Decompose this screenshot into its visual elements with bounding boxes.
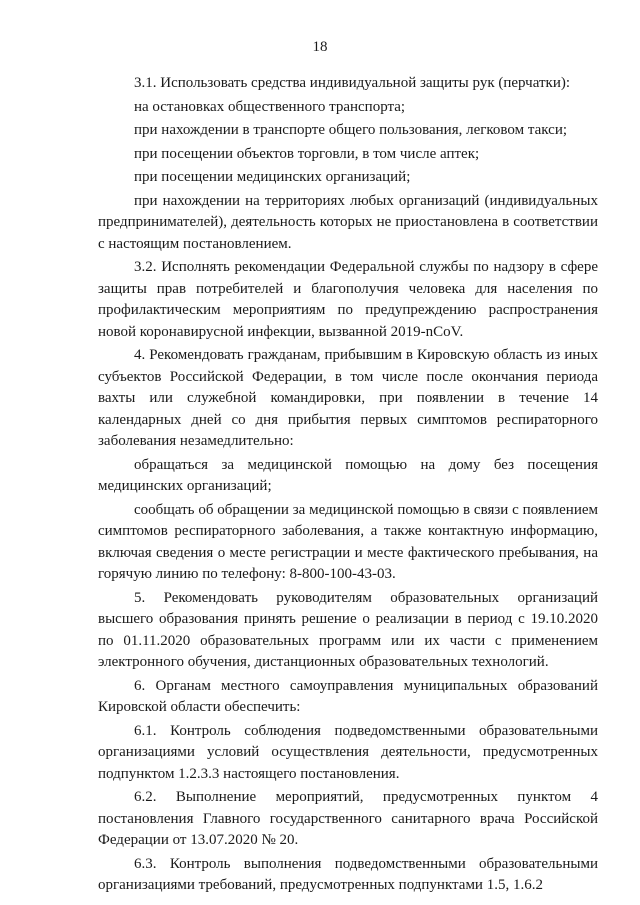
paragraph-3-1: 3.1. Использовать средства индивидуальной защиты рук (перчатки): [134, 75, 571, 91]
document-body [98, 73, 598, 899]
paragraph-3-1-organizations: при нахождении на территориях любых организаций (индивидуальных предпринимателей), деятельность которых не приостановлена в соответствии с настоящим постановлением. [98, 192, 598, 252]
paragraph-3-1-medical: при посещении медицинских организаций; [134, 169, 411, 185]
paragraph-6-1: 6.1. Контроль соблюдения подведомственными образовательными организациями условий осуществления деятельности, предусмотренных подпунктом 1.2.3.3 настоящего постановления. [98, 722, 598, 782]
paragraph-4-home-care: обращаться за медицинской помощью на дому без посещения медицинских организаций; [98, 456, 598, 494]
paragraph-3-1-shops: при посещении объектов торговли, в том числе аптек; [134, 145, 480, 162]
page-number: 18 [312, 39, 328, 55]
paragraph-3-2: 3.2. Исполнять рекомендации Федеральной службы по надзору в сфере защиты прав потребителей и благополучия человека для населения по профилактическим мероприятиям по предупреждению распространения новой коронавирусной инфекции, вызванной 2019-nCoV. [98, 259, 598, 340]
paragraph-4: 4. Рекомендовать гражданам, прибывшим в Кировскую область из иных субъектов Российской Федерации, в том числе после окончания периода вахты или служебной командировки, при появлении в течение 14 календарных дней со дня прибытия первых симптомов респираторного заболевания незамедлительно: [98, 347, 598, 449]
paragraph-6: 6. Органам местного самоуправления муниципальных образований Кировской области обеспечить: [98, 677, 598, 715]
paragraph-5: 5. Рекомендовать руководителям образовательных организаций высшего образования принять решение о реализации в период с 19.10.2020 по 01.11.2020 образовательных программ или их части с применением электронного обучения, дистанционных образовательных технологий. [98, 589, 598, 670]
paragraph-3-1-transport: при нахождении в транспорте общего пользования, легковом такси; [134, 122, 568, 138]
paragraph-6-2: 6.2. Выполнение мероприятий, предусмотренных пунктом 4 постановления Главного государственного санитарного врача Российской Федерации от 13.07.2020 № 20. [98, 789, 598, 848]
paragraph-3-1-stops: на остановках общественного транспорта; [134, 98, 406, 115]
paragraph-6-3: 6.3. Контроль выполнения подведомственными образовательными организациями требований, предусмотренных подпунктами 1.5, 1.6.2 [98, 855, 598, 893]
paragraph-4-hotline: сообщать об обращении за медицинской помощью в связи с появлением симптомов респираторного заболевания, а также контактную информацию, включая сведения о месте регистрации и месте фактического пребывания, на горячую линию по телефону: 8-800-100-43-03. [98, 501, 598, 582]
